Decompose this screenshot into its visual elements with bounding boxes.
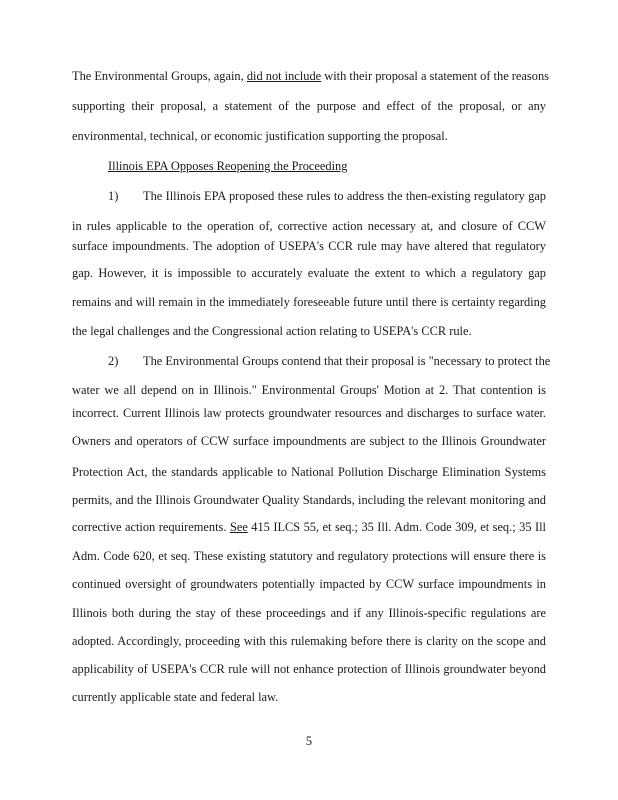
para2-line-1: 2) The Environmental Groups contend that their proposal is "necessary to protect the xyxy=(108,354,551,368)
para1-line-1: 1) The Illinois EPA proposed these rules to address the then-existing regulatory gap xyxy=(108,189,546,203)
underlined-phrase: did not include xyxy=(246,69,322,83)
para2-line-2: water we all depend on in Illinois." Environmental Groups' Motion at 2. That contention is xyxy=(72,383,546,397)
para2-line-6: permits, and the Illinois Groundwater Quality Standards, including the relevant monitoring and xyxy=(72,493,546,507)
intro-line-2: supporting their proposal, a statement of the purpose and effect of the proposal, or any xyxy=(72,99,546,113)
para2-line-10: Illinois both during the stay of these proceedings and if any Illinois-specific regulations are xyxy=(72,606,546,620)
para1-line-6: the legal challenges and the Congressional action relating to USEPA's CCR rule. xyxy=(72,324,472,338)
para1-line-3: surface impoundments. The adoption of USEPA's CCR rule may have altered that regulatory xyxy=(72,239,546,253)
para1-number: 1) xyxy=(108,189,119,203)
para2-line-7: corrective action requirements. See 415 ILCS 55, et seq.; 35 Ill. Adm. Code 309, et seq.; 35 Ill xyxy=(72,520,546,534)
para2-line-9: continued oversight of groundwaters potentially impacted by CCW surface impoundments in xyxy=(72,577,546,591)
para2-number: 2) xyxy=(108,354,119,368)
para2-line-3: incorrect. Current Illinois law protects groundwater resources and discharges to surface water. xyxy=(72,406,546,420)
see-signal: See xyxy=(229,520,248,534)
para2-line-12: applicability of USEPA's CCR rule will not enhance protection of Illinois groundwater beyond xyxy=(72,662,546,676)
page-number: 5 xyxy=(305,734,313,748)
para2-line-8: Adm. Code 620, et seq. These existing statutory and regulatory protections will ensure there is xyxy=(72,549,546,563)
para2-line-5: Protection Act, the standards applicable to National Pollution Discharge Elimination Systems xyxy=(72,465,546,479)
para1-line-2: in rules applicable to the operation of, corrective action necessary at, and closure of CCW xyxy=(72,219,546,233)
para1-line-4: gap. However, it is impossible to accurately evaluate the extent to which a regulatory gap xyxy=(72,266,546,280)
section-heading: Illinois EPA Opposes Reopening the Proceeding xyxy=(108,159,348,173)
intro-line-3: environmental, technical, or economic justification supporting the proposal. xyxy=(72,129,448,143)
para1-line-5: remains and will remain in the immediately foreseeable future until there is certainty regarding xyxy=(72,295,546,309)
para2-line-4: Owners and operators of CCW surface impoundments are subject to the Illinois Groundwater xyxy=(72,434,546,448)
para2-line-13: currently applicable state and federal law. xyxy=(72,690,279,704)
para2-line-11: adopted. Accordingly, proceeding with this rulemaking before there is clarity on the scope and xyxy=(72,634,546,648)
intro-line-1: The Environmental Groups, again, did not include with their proposal a statement of the reasons xyxy=(72,69,549,83)
